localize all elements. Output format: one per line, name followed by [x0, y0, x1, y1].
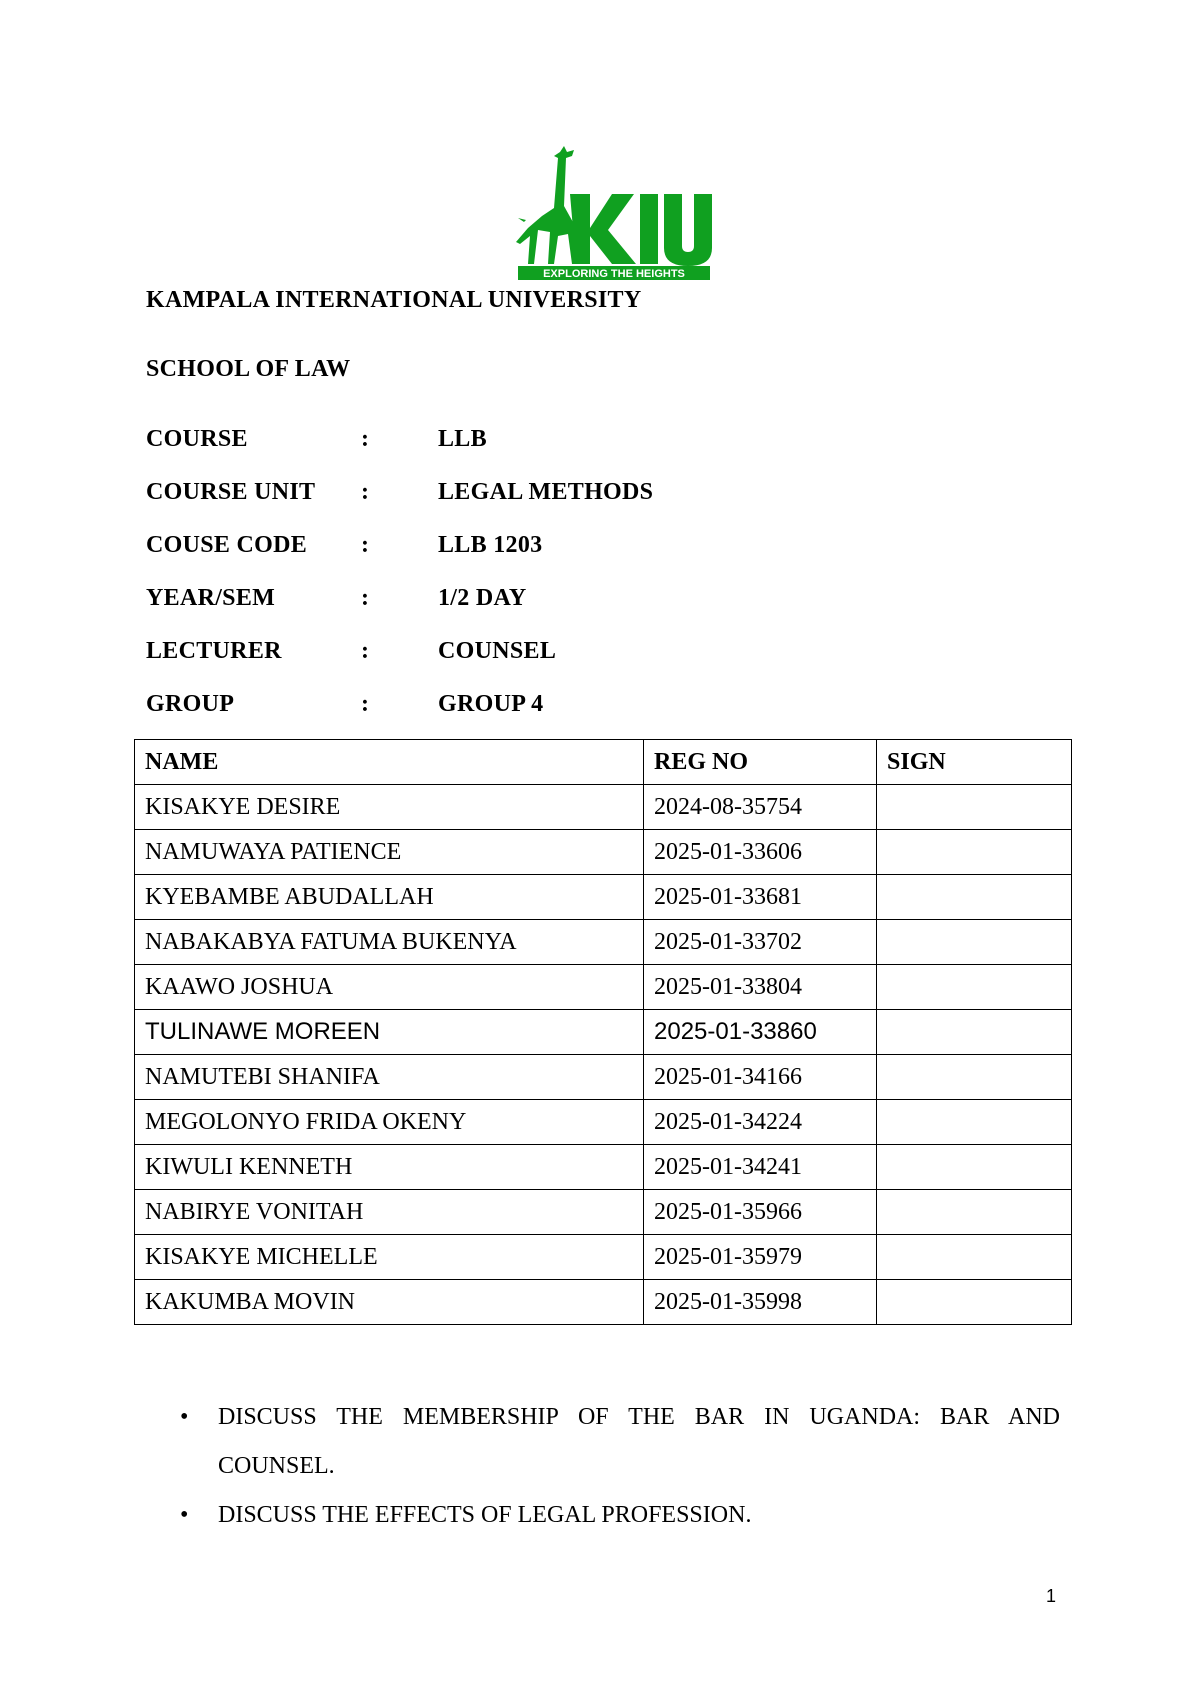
table-row: [135, 1145, 1072, 1190]
member-reg-no: 2025-01-33606: [644, 830, 877, 875]
member-sign: [877, 1280, 1072, 1325]
table-row: [135, 965, 1072, 1010]
member-name: NAMUTEBI SHANIFA: [135, 1055, 644, 1100]
member-name: KISAKYE MICHELLE: [135, 1235, 644, 1280]
member-name: NABIRYE VONITAH: [135, 1190, 644, 1235]
info-colon: :: [361, 532, 370, 558]
info-label: LECTURER: [146, 638, 282, 664]
member-name: MEGOLONYO FRIDA OKENY: [135, 1100, 644, 1145]
info-row-course-unit: [146, 479, 653, 532]
member-sign: [877, 1100, 1072, 1145]
info-value: LLB 1203: [438, 532, 543, 558]
member-reg-no: 2025-01-34224: [644, 1100, 877, 1145]
table-row: [135, 830, 1072, 875]
member-name: NABAKABYA FATUMA BUKENYA: [135, 920, 644, 965]
member-sign: [877, 920, 1072, 965]
member-sign: [877, 875, 1072, 920]
bullet-icon: •: [180, 1502, 189, 1528]
logo-letter-u: [664, 194, 712, 266]
list-item: [180, 1491, 1060, 1540]
svg-text:EXPLORING THE HEIGHTS: EXPLORING THE HEIGHTS: [543, 268, 685, 280]
info-label: GROUP: [146, 691, 235, 717]
member-name: KAAWO JOSHUA: [135, 965, 644, 1010]
info-label: COURSE: [146, 426, 248, 452]
school-name: SCHOOL OF LAW: [146, 356, 351, 382]
info-row-year-sem: [146, 585, 653, 638]
info-label: COUSE CODE: [146, 532, 308, 558]
member-reg-no: 2025-01-35966: [644, 1190, 877, 1235]
logo-letter-k: [570, 194, 636, 264]
info-row-course-code: [146, 532, 653, 585]
member-reg-no: 2025-01-33804: [644, 965, 877, 1010]
info-colon: :: [361, 691, 370, 717]
question-list: [180, 1393, 1060, 1540]
member-name: TULINAWE MOREEN: [135, 1010, 644, 1055]
info-colon: :: [361, 426, 370, 452]
info-label: YEAR/SEM: [146, 585, 276, 611]
member-sign: [877, 1235, 1072, 1280]
member-reg-no: 2025-01-35998: [644, 1280, 877, 1325]
info-value: GROUP 4: [438, 691, 544, 717]
table-row: [135, 920, 1072, 965]
info-colon: :: [361, 638, 370, 664]
bullet-icon: •: [180, 1404, 189, 1430]
table-row: [135, 1235, 1072, 1280]
table-row: [135, 1280, 1072, 1325]
table-row: [135, 785, 1072, 830]
member-sign: [877, 1010, 1072, 1055]
course-info: [146, 426, 653, 744]
member-reg-no: 2025-01-33702: [644, 920, 877, 965]
list-item: [180, 1393, 1060, 1491]
info-colon: :: [361, 585, 370, 611]
member-name: KYEBAMBE ABUDALLAH: [135, 875, 644, 920]
logo-letter-i: [640, 194, 658, 264]
table-row: [135, 1100, 1072, 1145]
question-text: DISCUSS THE EFFECTS OF LEGAL PROFESSION.: [218, 1502, 752, 1528]
info-value: 1/2 DAY: [438, 585, 527, 611]
info-label: COURSE UNIT: [146, 479, 316, 505]
info-colon: :: [361, 479, 370, 505]
member-sign: [877, 785, 1072, 830]
university-name: KAMPALA INTERNATIONAL UNIVERSITY: [146, 287, 642, 313]
member-reg-no: 2025-01-34166: [644, 1055, 877, 1100]
kiu-logo: [514, 146, 712, 280]
member-sign: [877, 830, 1072, 875]
column-header-name: NAME: [135, 740, 644, 785]
member-name: KAKUMBA MOVIN: [135, 1280, 644, 1325]
member-sign: [877, 1190, 1072, 1235]
member-reg-no: 2025-01-33681: [644, 875, 877, 920]
member-name: KIWULI KENNETH: [135, 1145, 644, 1190]
member-reg-no: 2025-01-33860: [644, 1010, 877, 1055]
member-name: KISAKYE DESIRE: [135, 785, 644, 830]
members-table: [134, 739, 1072, 1325]
member-sign: [877, 1055, 1072, 1100]
info-row-lecturer: [146, 638, 653, 691]
table-row: [135, 875, 1072, 920]
member-sign: [877, 965, 1072, 1010]
column-header-sign: SIGN: [877, 740, 1072, 785]
member-name: NAMUWAYA PATIENCE: [135, 830, 644, 875]
info-value: COUNSEL: [438, 638, 557, 664]
info-value: LEGAL METHODS: [438, 479, 654, 505]
page-number: 1: [1046, 1586, 1057, 1606]
table-header-row: [135, 740, 1072, 785]
question-text: DISCUSS THE MEMBERSHIP OF THE BAR IN UGANDA: BAR AND COUNSEL.: [218, 1404, 1060, 1479]
giraffe-icon: [516, 146, 578, 264]
table-row: [135, 1190, 1072, 1235]
member-reg-no: 2025-01-35979: [644, 1235, 877, 1280]
member-reg-no: 2024-08-35754: [644, 785, 877, 830]
info-value: LLB: [438, 426, 487, 452]
member-reg-no: 2025-01-34241: [644, 1145, 877, 1190]
member-sign: [877, 1145, 1072, 1190]
info-row-group: [146, 691, 653, 744]
table-row: [135, 1055, 1072, 1100]
info-row-course: [146, 426, 653, 479]
column-header-reg-no: REG NO: [644, 740, 877, 785]
table-row: [135, 1010, 1072, 1055]
